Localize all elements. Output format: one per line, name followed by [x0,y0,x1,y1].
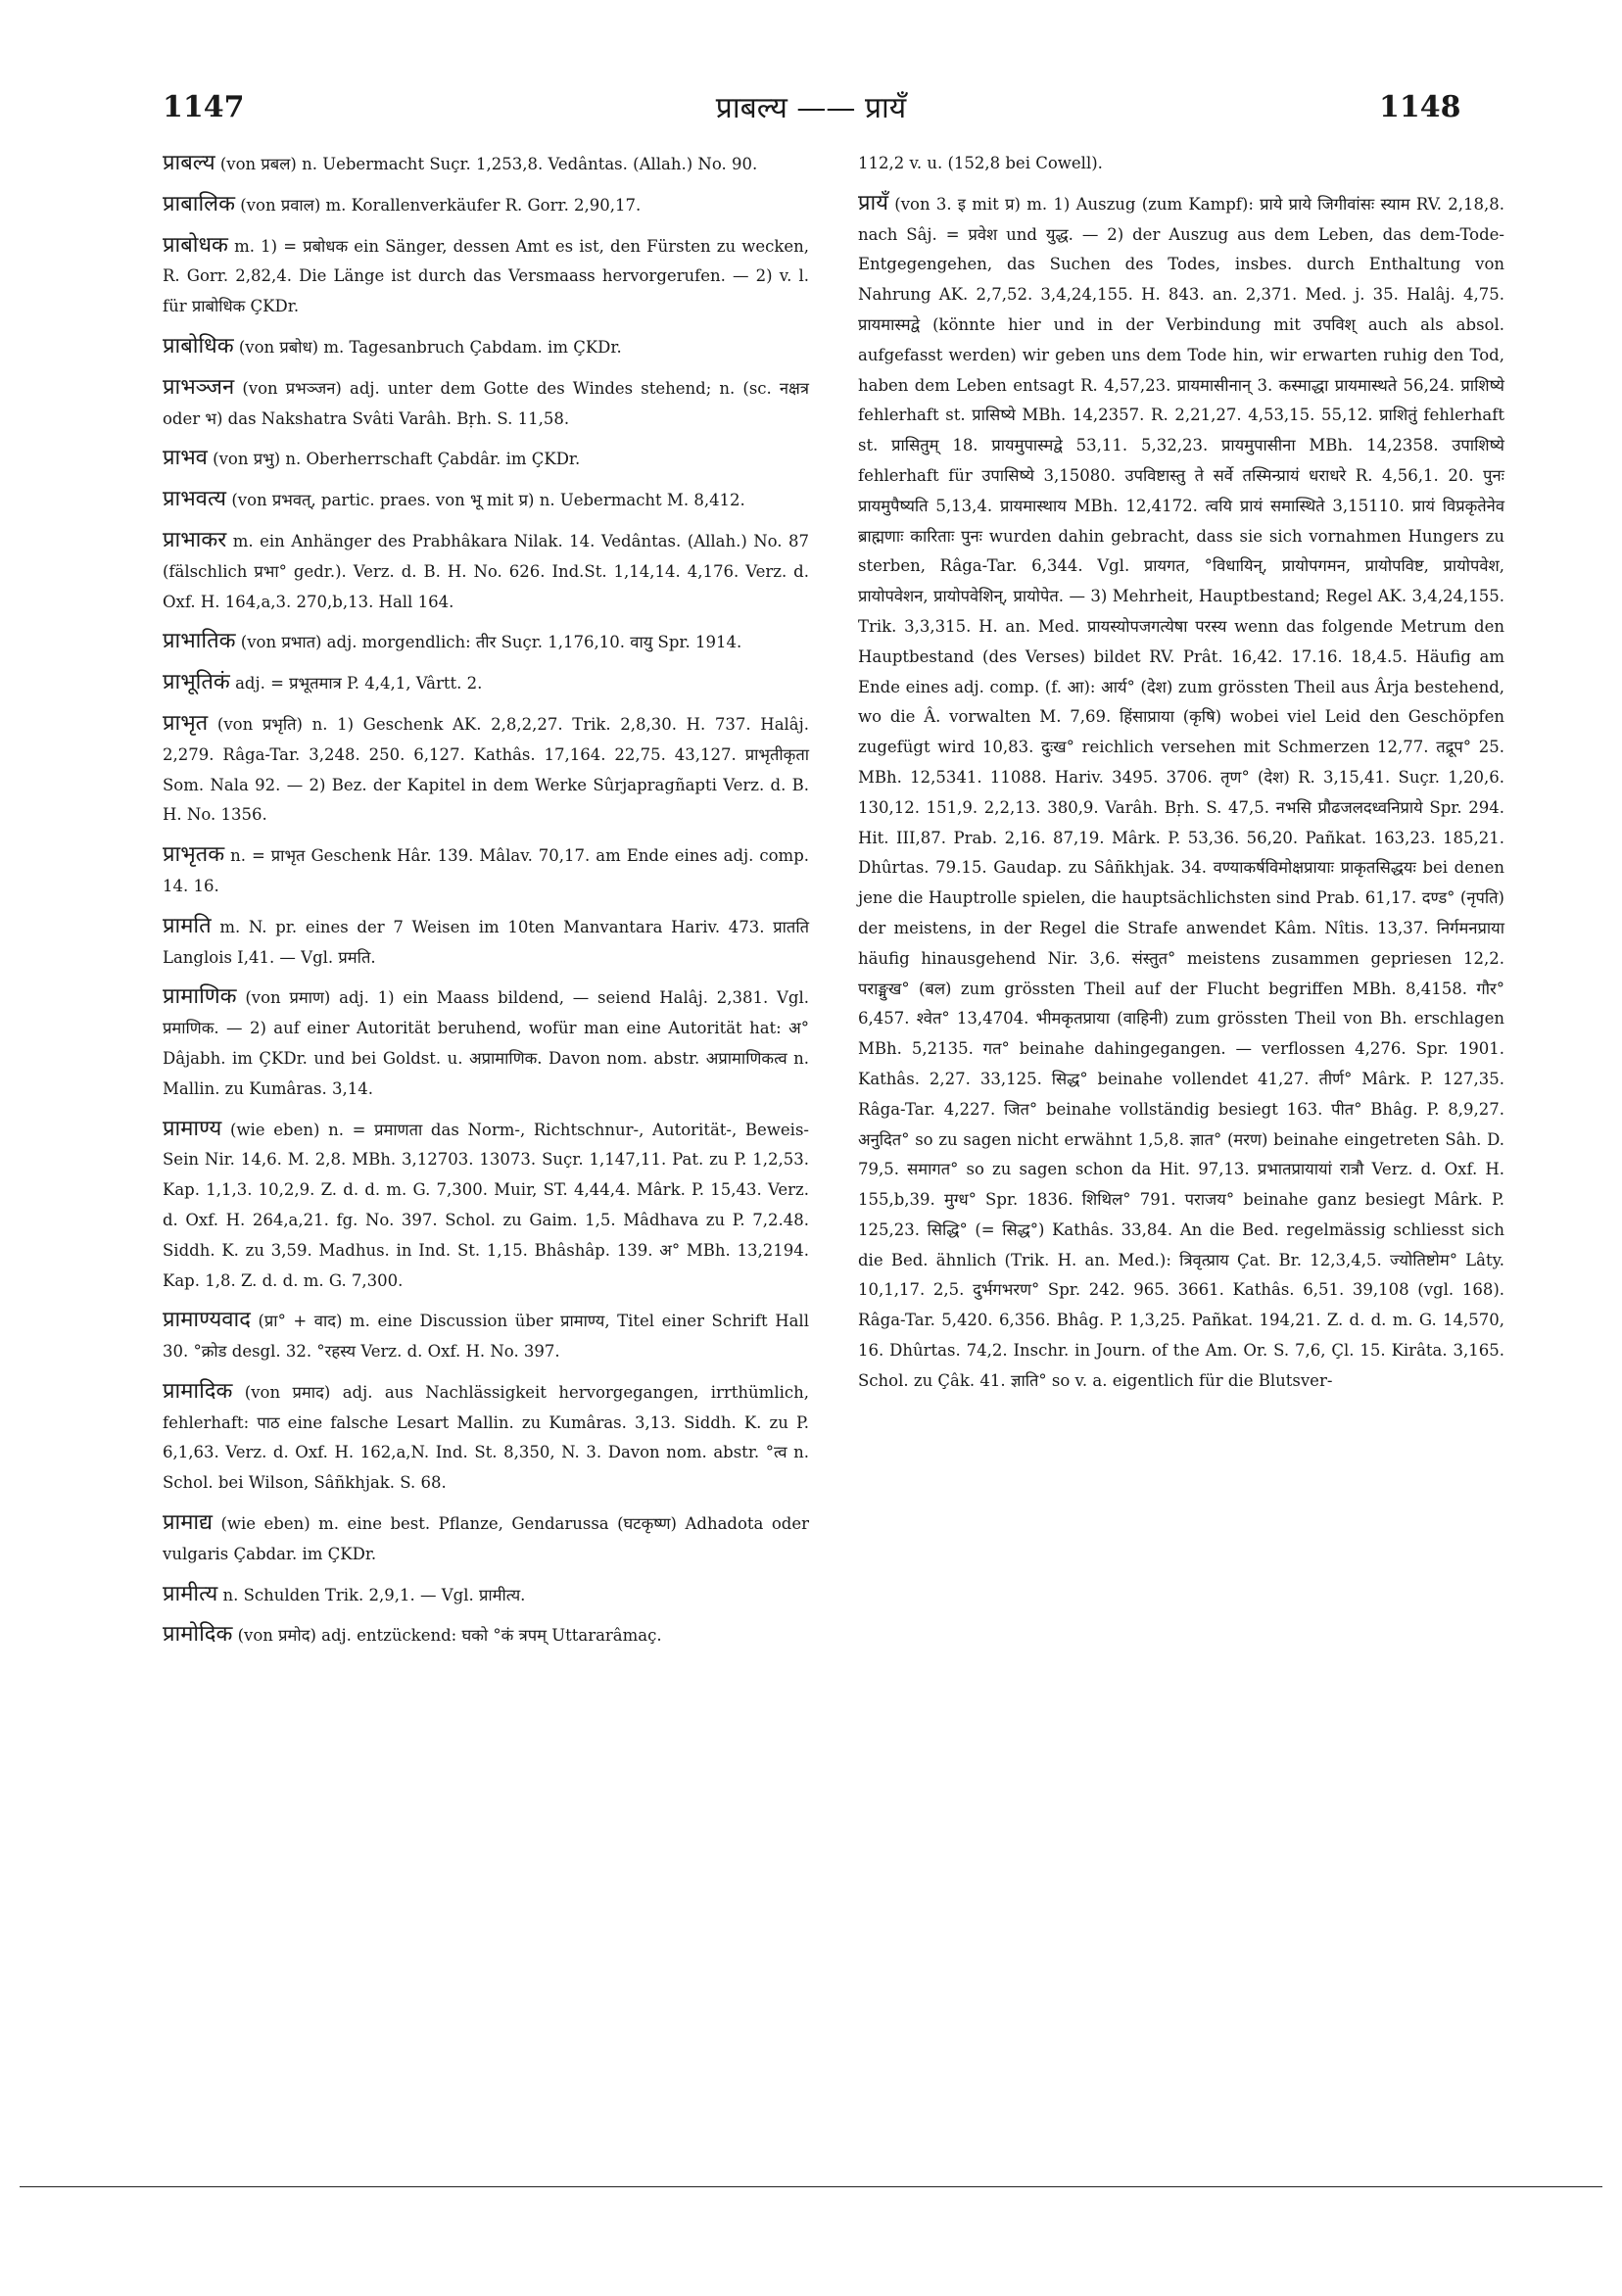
entry-headword: प्राबालिक [163,191,235,216]
dictionary-entry [163,444,809,475]
entry-headword: प्राभञ्जन [163,374,235,400]
dictionary-entry [163,1115,809,1297]
dictionary-entry [163,1508,809,1570]
entry-headword: प्रायँ [858,190,888,215]
dictionary-entry [163,1377,809,1499]
entry-text: (von प्रभु) n. Oberherrschaft Çabdâr. im ÇKDr. [213,450,581,469]
entry-text: (von प्रमाण) adj. 1) ein Maass bildend, — seiend Halâj. 2,381. Vgl. प्रमाणिक. — 2) auf einer Autorität beruhend, wofür man eine Autorität hat: अ° Dâjabh. im ÇKDr. und bei Goldst. u. अप्रामाणिक. Davon nom. abstr. अप्रामाणिकत्व n. Mallin. zu Kumâras. 3,14. [163,988,809,1098]
dictionary-entry [163,912,809,974]
entry-text: m. N. pr. eines der 7 Weisen im 10ten Manvantara Hariv. 473. प्रातति Langlois I,41. — Vgl. प्रमति. [163,917,809,967]
entry-text: (von प्रबोध) m. Tagesanbruch Çabdam. im ÇKDr. [238,337,622,357]
entry-text: (von प्रमोद) adj. entzückend: घको °कं त्रपम् Uttararâmaç. [237,1626,662,1646]
dictionary-entry [163,190,809,221]
dictionary-entry [163,332,809,363]
dictionary-entry [163,373,809,435]
entry-text: m. 1) = प्रबोधक ein Sänger, dessen Amt es ist, den Fürsten zu wecken, R. Gorr. 2,82,4. Die Länge ist durch das Versmaass hervorgerufen. — 2) v. l. für प्राबोधिक ÇKDr. [163,236,809,316]
entry-headword: प्राबल्य [163,151,215,175]
footer-rule [20,2186,1602,2187]
entry-headword: प्रामोदिक [163,1622,233,1648]
running-head: प्राबल्य —— प्रायँ [715,91,907,125]
entry-text: (von प्रभात) adj. morgendlich: तीर Suçr. 1,176,10. वायु Spr. 1914. [240,633,742,652]
entry-headword: प्राभातिक [163,629,236,654]
entry-text: adj. = प्रभूतमात्र P. 4,4,1, Vârtt. 2. [235,674,483,694]
entry-text: (von प्रभृति) n. 1) Geschenk AK. 2,8,2,27. Trik. 2,8,30. H. 737. Halâj. 2,279. Râga-Tar. 3,248. 250. 6,127. Kathâs. 17,164. 22,75. 43,127. प्राभृतीकृता Som. Nala 92. — 2) Bez. der Kapitel in dem Werke Sûrjapragñapti Verz. d. B. H. No. 1356. [163,714,810,825]
entry-text: n. Schulden Trik. 2,9,1. — Vgl. प्रामीत्य. [222,1585,526,1604]
dictionary-entry [163,1620,809,1651]
page-header [0,90,1622,129]
entry-text: n. = प्राभृत Geschenk Hâr. 139. Mâlav. 70,17. am Ende eines adj. comp. 14. 16. [163,846,810,895]
dictionary-entry [163,709,809,831]
entry-headword: प्रामादिक [163,1378,233,1404]
entry-headword: प्रामाद्य [163,1510,213,1536]
entry-headword: प्रामीत्य [163,1581,218,1606]
dictionary-entry [858,149,1504,179]
entry-headword: प्रामति [163,913,212,938]
entry-text: m. ein Anhänger des Prabhâkara Nilak. 14. Vedântas. (Allah.) No. 87 (fälschlich प्रभा° gedr.). Verz. d. B. H. No. 626. Ind.St. 1,14,14. 4,176. Verz. d. Oxf. H. 164,a,3. 270,b,13. Hall 164. [163,531,810,611]
dictionary-entry [163,627,809,658]
dictionary-entry [163,1580,809,1611]
dictionary-entry [163,1306,809,1367]
entry-text: (von प्रवाल) m. Korallenverkäufer R. Gorr. 2,90,17. [240,195,642,215]
dictionary-entry [163,840,809,902]
entry-text: (von प्रभञ्जन) adj. unter dem Gotte des Windes stehend; n. (sc. नक्षत्र oder भ) das Nakshatra Svâti Varâh. Bṛh. S. 11,58. [163,378,809,428]
entry-text: (von प्रमाद) adj. aus Nachlässigkeit hervorgegangen, irrthümlich, fehlerhaft: पाठ eine falsche Lesart Mallin. zu Kumâras. 3,13. Siddh. K. zu P. 6,1,63. Verz. d. Oxf. H. 162,a,N. Ind. St. 8,350, N. 3. Davon nom. abstr. °त्व n. Schol. bei Wilson, Sâñkhjak. S. 68. [163,1382,809,1493]
entry-text: 112,2 v. u. (152,8 bei Cowell). [858,154,1103,172]
dictionary-entry [163,485,809,516]
entry-text: (von 3. इ mit प्र) m. 1) Auszug (zum Kampf): प्राये प्राये जिगीवांसः स्याम RV. 2,18,8. nach Sâj. = प्रवेश und युद्ध. — 2) der Auszug aus dem Leben, das dem-Tode-Entgegengehen, das Suchen des Todes, insbes. durch Enthaltung von Nahrung AK. 2,7,52. 3,4,24,155. H. 843. an. 2,371. Med. j. 35. Halâj. 4,75. प्रायमास्मद्वे (könnte hier und in der Verbindung mit उपविश् auch als absol. aufgefasst werden) wir geben uns dem Tode hin, wir erwarten ruhig den Tod, haben dem Leben entsagt R. 4,57,23. प्रायमासीनान् 3. कस्माद्धा प्रायमास्थते 56,24. प्राशिष्ये fehlerhaft st. प्रासिष्ये MBh. 14,2357. R. 2,21,27. 4,53,15. 55,12. प्राशितुं fehlerhaft st. प्रासितुम् 18. प्रायमुपास्मद्वे 53,11. 5,32,23. प्रायमुपासीना MBh. 14,2358. उपाशिष्ये fehlerhaft für उपासिष्ये 3,15080. उपविष्टास्तु ते सर्वे तस्मिन्प्रायं धराधरे R. 4,56,1. 20. पुनः प्रायमुपैष्यति 5,13,4. प्रायमास्थाय MBh. 12,4172. त्वयि प्रायं समास्थिते 3,15110. प्रायं विप्रकृतेनेव ब्राह्मणाः कारिताः पुनः wurden dahin gebracht, dass sie sich vornahmen Hungers zu sterben, Râga-Tar. 6,344. Vgl. प्रायगत, °विधायिन्, प्रायोपगमन, प्रायोपविष्ट, प्रायोपवेश, प्रायोपवेशन, प्रायोपवेशिन्, प्रायोपेत. — 3) Mehrheit, Hauptbestand; Regel AK. 3,4,24,155. Trik. 3,3,315. H. an. Med. प्रायस्योपजगत्येषा परस्य wenn das folgende Metrum den Hauptbestand (des Verses) bildet RV. Prât. 16,42. 17.16. 18,4.5. Häufig am Ende eines adj. comp. (f. आ): आर्य° (देश) zum grössten Theil aus Ârja bestehend, wo die Â. vorwalten M. 7,69. हिंसाप्राया (कृषि) wobei viel Leid den Geschöpfen zugefügt wird 10,83. दुःख° reichlich versehen mit Schmerzen 12,77. तद्रूप° 25. MBh. 12,5341. 11088. Hariv. 3495. 3706. तृण° (देश) R. 3,15,41. Suçr. 1,20,6. 130,12. 151,9. 2,2,13. 380,9. Varâh. Bṛh. S. 47,5. नभसि प्रौढजलदध्वनिप्राये Spr. 294. Hit. III,87. Prab. 2,16. 87,19. Mârk. P. 53,36. 56,20. Pañkat. 163,23. 185,21. Dhûrtas. 79.15. Gaudap. zu Sâñkhjak. 34. वण्याकर्षविमोक्षप्रायाः प्राकृतसिद्धयः bei denen jene die Hauptrolle spielen, die hauptsächlichsten sind Prab. 61,17. दण्ड° (नृपति) der meistens, in der Regel die Strafe anwendet Kâm. Nîtis. 13,37. निर्गमनप्राया häufig hinausgehend Nir. 3,6. संस्तुत° meistens zusammen gepriesen 12,2. पराङ्मुख° (बल) zum grössten Theil auf der Flucht begriffen MBh. 8,4158. गौर° 6,457. श्वेत° 13,4704. भीमकृतप्राया (वाहिनी) zum grössten Theil von Bh. erschlagen MBh. 5,2135. गत° beinahe dahingegangen. — verflossen 4,276. Spr. 1901. Kathâs. 2,27. 33,125. सिद्ध° beinahe vollendet 41,27. तीर्ण° Mârk. P. 127,35. Râga-Tar. 4,227. जित° beinahe vollständig besiegt 163. पीत° Bhâg. P. 8,9,27. अनुदित° so zu sagen nicht erwähnt 1,5,8. ज्ञात° (मरण) beinahe eingetreten Sâh. D. 79,5. समागत° so zu sagen schon da Hit. 97,13. प्रभातप्रायायां रात्रौ Verz. d. Oxf. H. 155,b,39. मुग्ध° Spr. 1836. शिथिल° 791. पराजय° beinahe ganz besiegt Mârk. P. 125,23. सिद्धि° (= सिद्ध°) Kathâs. 33,84. An die Bed. regelmässig schliesst sich die Bed. ähnlich (Trik. H. an. Med.): त्रिवृत्प्राय Çat. Br. 12,3,4,5. ज्योतिष्टोम° Lâty. 10,1,17. 2,5. दुर्भगभरण° Spr. 242. 965. 3661. Kathâs. 6,51. 39,108 (vgl. 168). Râga-Tar. 5,420. 6,356. Bhâg. P. 1,3,25. Pañkat. 194,21. Z. d. d. m. G. 14,570, 16. Dhûrtas. 74,2. Inschr. in Journ. of the Am. Or. S. 7,6, Çl. 15. Kirâta. 3,165. Schol. zu Çâk. 41. ज्ञाति° so v. a. eigentlich für die Blutsver- [858,194,1504,1390]
dictionary-entry [163,526,809,617]
entry-text: (wie eben) m. eine best. Pflanze, Gendarussa (घटकृष्ण) Adhadota oder vulgaris Çabdar. im ÇKDr. [163,1514,810,1563]
dictionary-entry [163,231,809,322]
right-column [858,149,1504,1407]
entry-headword: प्राभव [163,446,208,471]
entry-text: (von प्रबल) n. Uebermacht Suçr. 1,253,8. Vedântas. (Allah.) No. 90. [219,155,758,173]
entry-headword: प्राभृत [163,710,209,736]
left-column [163,149,809,1661]
entry-headword: प्रामाण्यवाद [163,1308,251,1333]
dictionary-entry [163,149,809,180]
entry-headword: प्रामाणिक [163,984,237,1010]
entry-headword: प्राभूतिकं [163,670,230,695]
entry-headword: प्राबोधिक [163,333,234,359]
dictionary-entry [163,668,809,699]
dictionary-entry [163,982,809,1104]
entry-headword: प्राभाकर [163,527,227,552]
entry-headword: प्राबोधक [163,232,228,258]
entry-headword: प्रामाण्य [163,1116,222,1141]
dictionary-entry [858,189,1504,1397]
page-number-left: 1147 [163,90,245,124]
entry-headword: प्राभृतक [163,842,225,868]
entry-text: (प्रा° + वाद) m. eine Discussion über प्रामाण्य, Titel einer Schrift Hall 30. °क्रोड desgl. 32. °रहस्य Verz. d. Oxf. H. No. 397. [163,1312,809,1362]
page-number-right: 1148 [1379,90,1461,124]
entry-text: (wie eben) n. = प्रमाणता das Norm-, Richtschnur-, Autorität-, Beweis-Sein Nir. 14,6. M. 2,8. MBh. 3,12703. 13073. Suçr. 1,147,11. Pat. zu P. 1,2,53. Kap. 1,1,3. 10,2,9. Z. d. d. m. G. 7,300. Muir, ST. 4,44,4. Mârk. P. 15,43. Verz. d. Oxf. H. 264,a,21. fg. No. 397. Schol. zu Gaim. 1,5. Mâdhava zu P. 7,2.48. Siddh. K. zu 3,59. Madhus. in Ind. St. 1,15. Bhâshâp. 139. अ° MBh. 13,2194. Kap. 1,8. Z. d. d. m. G. 7,300. [163,1120,810,1290]
entry-headword: प्राभवत्य [163,487,227,512]
entry-text: (von प्रभवत्, partic. praes. von भू mit प्र) n. Uebermacht M. 8,412. [231,491,745,510]
